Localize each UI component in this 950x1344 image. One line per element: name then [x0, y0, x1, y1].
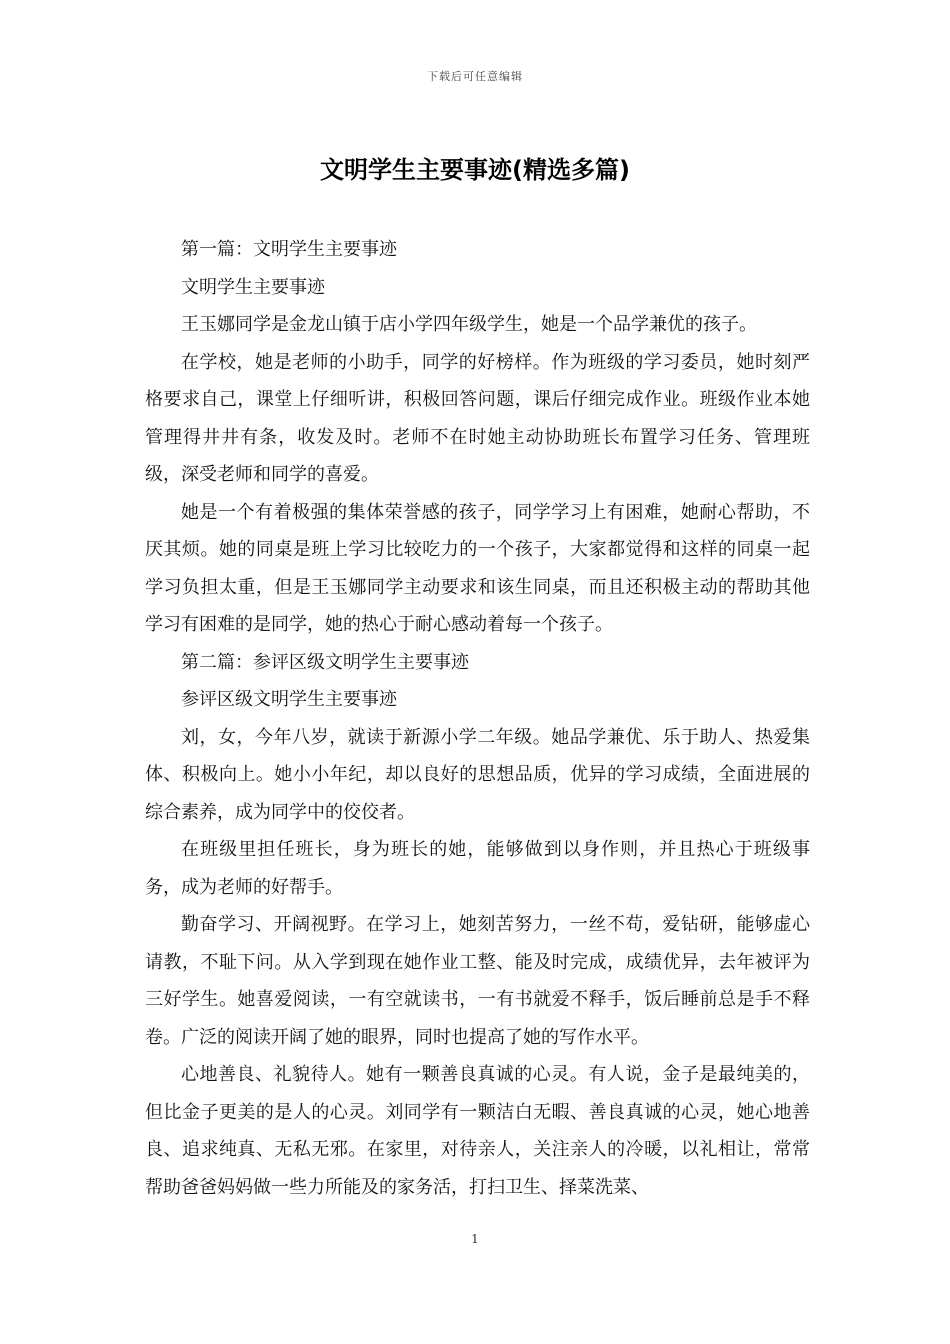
body-paragraph: 勤奋学习、开阔视野。在学习上，她刻苦努力，一丝不苟，爱钻研，能够虚心请教，不耻下问。从入学到现在她作业工整、能及时完成，成绩优异，去年被评为三好学生。她喜爱阅读，一有空就读书，一有书就爱不释手，饭后睡前总是手不释卷。广泛的阅读开阔了她的眼界，同时也提高了她的写作水平。: [145, 914, 810, 1048]
subsection-heading-2: 参评区级文明学生主要事迹: [181, 689, 397, 710]
body-paragraph: 刘，女，今年八岁，就读于新源小学二年级。她品学兼优、乐于助人、热爱集体、积极向上。她小小年纪，却以良好的思想品质，优异的学习成绩，全面进展的综合素养，成为同学中的佼佼者。: [145, 726, 810, 823]
page-number: 1: [471, 1232, 479, 1246]
header-note: 下载后可任意编辑: [427, 70, 523, 83]
body-paragraph: 王玉娜同学是金龙山镇于店小学四年级学生，她是一个品学兼优的孩子。: [181, 314, 757, 335]
body-paragraph: 她是一个有着极强的集体荣誉感的孩子，同学学习上有困难，她耐心帮助，不厌其烦。她的同桌是班上学习比较吃力的一个孩子，大家都觉得和这样的同桌一起学习负担太重，但是王玉娜同学主动要求和该生同桌，而且还积极主动的帮助其他学习有困难的是同学，她的热心于耐心感动着每一个孩子。: [145, 501, 810, 635]
body-paragraph: 在学校，她是老师的小助手，同学的好榜样。作为班级的学习委员，她时刻严格要求自己，课堂上仔细听讲，积极回答问题，课后仔细完成作业。班级作业本她管理得井井有条，收发及时。老师不在时她主动协助班长布置学习任务、管理班级，深受老师和同学的喜爱。: [145, 351, 810, 485]
section-heading-1: 第一篇：文明学生主要事迹: [181, 239, 397, 260]
body-paragraph: 在班级里担任班长，身为班长的她，能够做到以身作则，并且热心于班级事务，成为老师的好帮手。: [145, 839, 810, 898]
document-title: 文明学生主要事迹(精选多篇): [320, 156, 630, 184]
body-paragraph: 心地善良、礼貌待人。她有一颗善良真诚的心灵。有人说，金子是最纯美的，但比金子更美的是人的心灵。刘同学有一颗洁白无暇、善良真诚的心灵，她心地善良、追求纯真、无私无邪。在家里，对待亲人，关注亲人的冷暖，以礼相让，常常帮助爸爸妈妈做一些力所能及的家务活，打扫卫生、择菜洗菜、: [145, 1064, 810, 1198]
document-body: [145, 231, 810, 1206]
section-heading-2: 第二篇：参评区级文明学生主要事迹: [181, 651, 469, 673]
subsection-heading-1: 文明学生主要事迹: [181, 276, 325, 298]
